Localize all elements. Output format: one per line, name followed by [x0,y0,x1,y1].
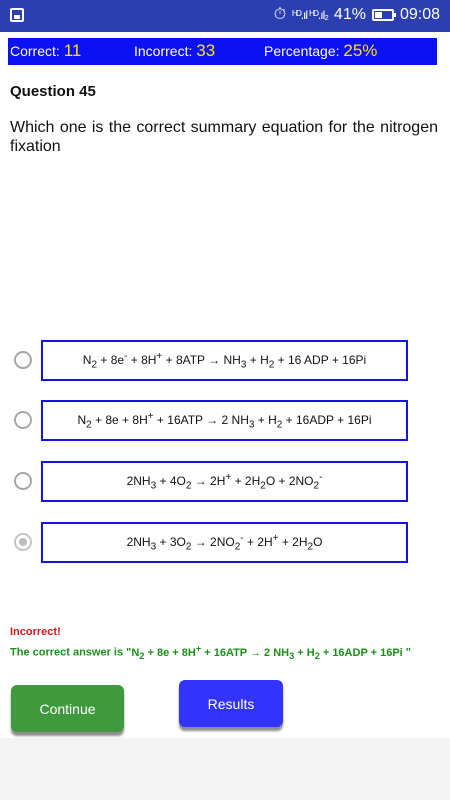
incorrect-score [134,41,215,61]
feedback-title: Incorrect! [10,626,61,638]
radio-button[interactable] [14,351,32,369]
option-box[interactable] [41,461,408,502]
correct-value: 11 [63,41,82,60]
answer-option[interactable] [14,340,414,382]
results-button[interactable]: Results [179,680,283,727]
image-notification-icon [10,8,24,22]
question-text: Which one is the correct summary equation for the nitrogen fixation [10,119,438,155]
battery-percent: 41% [333,6,366,23]
battery-icon [372,9,394,21]
answer-prefix: The correct answer is " [10,646,132,659]
answer-option[interactable] [14,522,414,564]
percentage-value: 25% [343,41,378,60]
incorrect-label: Incorrect: [134,43,193,59]
signal-icon: ᴴᴰ.ıl ᴴᴰ.ıl₂ [292,8,328,22]
status-bar-right [274,6,440,24]
battery-fill [375,12,382,18]
option-text: $2NH_3 + 3O_2 \to 2NO_2^- + 2H^+ + 2H_2O$ [126,532,323,553]
option-text: $2NH_3 + 4O_2 \to 2H^+ + 2H_2O + 2NO_2^-$ [126,471,323,492]
answer-option[interactable] [14,400,414,442]
option-text: $N_2 + 8e + 8H^+ + 16ATP \to 2$ $NH_3 + H_2 + 16ADP + 16Pi$ [77,410,372,431]
percentage-label: Percentage: [264,43,340,59]
option-box[interactable] [41,400,408,441]
correct-score [10,41,81,61]
option-box[interactable] [41,340,408,381]
bottom-area [0,738,450,800]
incorrect-value: 33 [196,41,216,60]
correct-label: Correct: [10,43,60,59]
option-box[interactable] [41,522,408,563]
answer-option[interactable] [14,461,414,503]
alarm-icon: ⏱ [273,6,287,23]
continue-button[interactable]: Continue [11,685,124,732]
score-bar [8,38,437,65]
question-number: Question 45 [10,83,96,100]
radio-button[interactable] [14,533,32,551]
correct-answer-message [10,643,411,661]
answer-equation: $N_2 + 8e + 8H^+ + 16ATP \to 2$ $NH_3 + H_2 + 16ADP + 16Pi$ [131,643,403,661]
clock: 09:08 [399,6,440,23]
status-bar [0,0,450,32]
radio-button[interactable] [14,472,32,490]
percentage-score [264,41,377,61]
answer-suffix: " [402,646,412,659]
radio-button[interactable] [14,411,32,429]
option-text: $N_2 + 8e^- + 8H^+ + 8ATP \to NH_3 + H_2 + 16$ ADP + 16Pi [82,350,367,371]
